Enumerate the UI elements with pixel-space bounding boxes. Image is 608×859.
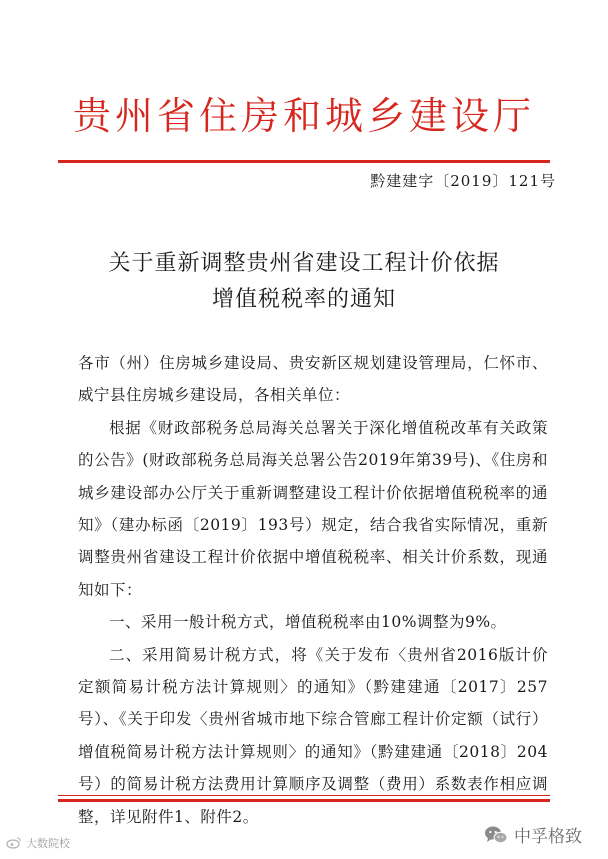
title-line-2: 增值税税率的通知 bbox=[211, 287, 396, 312]
document-title bbox=[0, 246, 608, 318]
addressee: 各市（州）住房城乡建设局、贵安新区规划建设管理局，仁怀市、威宁县住房城乡建设局，各相关单位： bbox=[78, 354, 548, 405]
body-paragraph: 根据《财政部税务总局海关总署关于深化增值税改革有关政策的公告》(财政部税务总局海关总署公告2019年第39号)、《住房和城乡建设部办公厅关于重新调整建设工程计价依据增值税税率的通知》（建办标函〔2019〕193号）规定，结合我省实际情况，重新调整贵州省建设工程计价依据中增值税税率、相关计价系数，现通知如下： bbox=[78, 418, 548, 599]
watermark-right bbox=[484, 822, 582, 847]
header-divider bbox=[58, 160, 550, 163]
footer-divider-bottom bbox=[58, 799, 550, 802]
wechat-icon bbox=[484, 825, 508, 845]
watermark-left bbox=[6, 835, 70, 851]
footer-divider-top bbox=[58, 795, 550, 796]
weibo-icon bbox=[6, 837, 22, 849]
body-paragraph: 二、采用简易计税方式，将《关于发布〈贵州省2016版计价定额简易计税方法计算规则〉的通知》（黔建建通〔2017〕257号）、《关于印发〈贵州省城市地下综合管廊工程计价定额（试行）增值税简易计税方法计算规则〉的通知》（黔建建通〔2018〕204号）的简易计税方法费用计算顺序及调整（费用）系数表作相应调整，详见附件1、附件2。 bbox=[78, 645, 548, 826]
watermark-left-text: 大数院校 bbox=[26, 837, 70, 850]
document-number: 黔建建字〔2019〕121号 bbox=[370, 172, 556, 190]
title-line-1: 关于重新调整贵州省建设工程计价依据 bbox=[108, 251, 500, 276]
watermark-right-text: 中孚格致 bbox=[514, 827, 582, 847]
document-body bbox=[78, 347, 548, 833]
body-paragraph: 一、采用一般计税方式，增值税税率由10%调整为9%。 bbox=[109, 613, 507, 632]
issuer-header: 贵州省住房和城乡建设厅 bbox=[72, 94, 535, 138]
